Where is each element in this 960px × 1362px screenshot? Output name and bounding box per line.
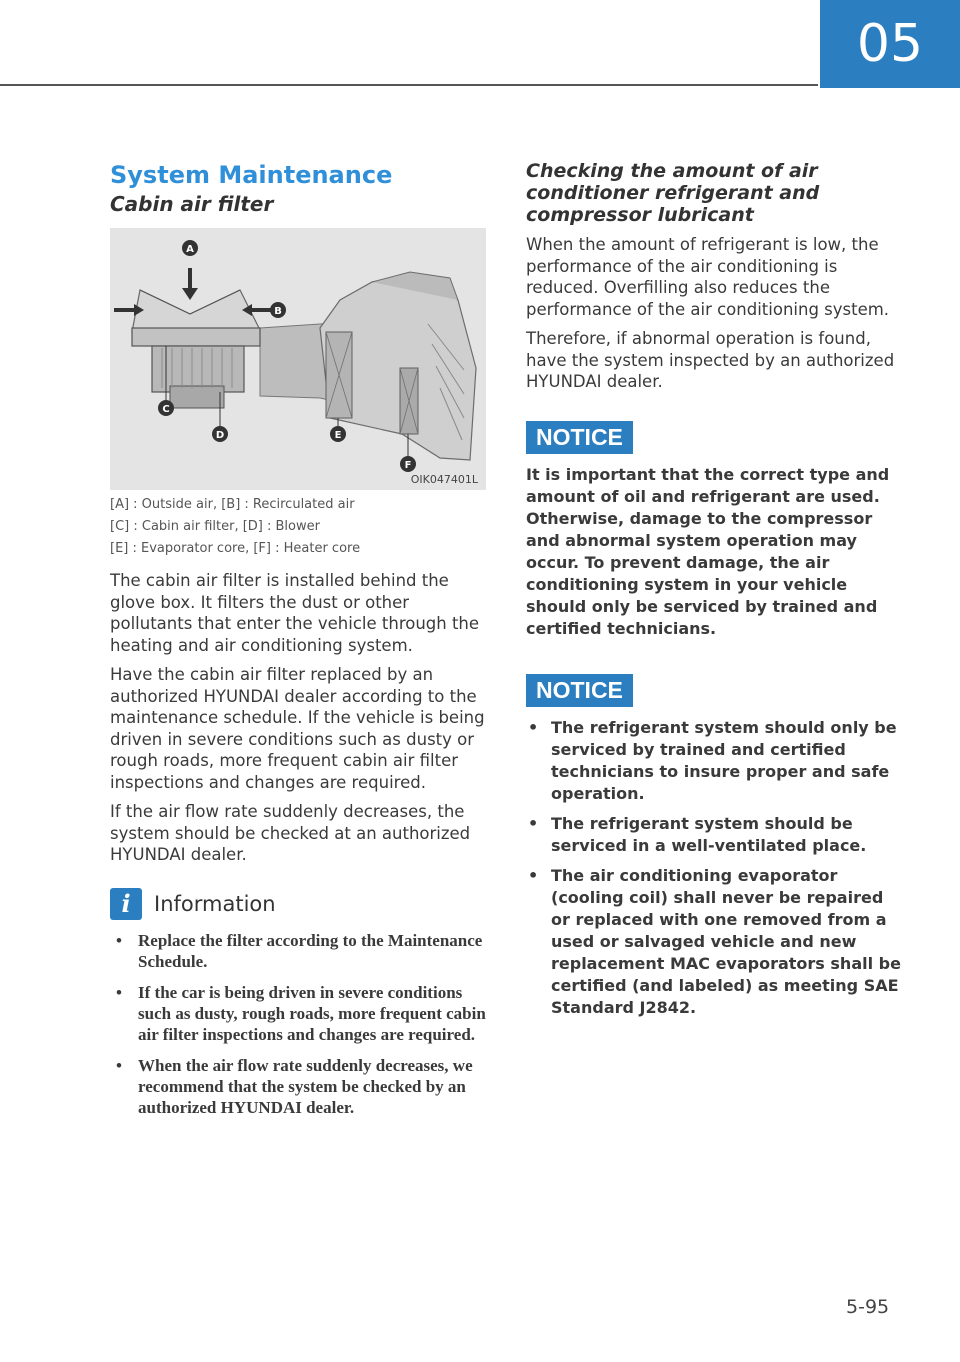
- section-title: System Maintenance: [110, 161, 393, 189]
- refrigerant-section-title: [526, 160, 904, 226]
- svg-text:E: E: [334, 430, 342, 441]
- information-item: • Replace the filter according to the Maintenance Schedule.: [110, 930, 488, 972]
- figure-caption: [110, 494, 488, 560]
- diagram-label-f: [400, 456, 416, 472]
- diagram-label-a: [182, 240, 198, 256]
- title-line: conditioner refrigerant and: [526, 182, 820, 204]
- information-list: [110, 930, 488, 1118]
- notice-item: • The refrigerant system should be serviced in a well-ventilated place.: [526, 813, 904, 857]
- caption-line: [E] : Evaporator core, [F] : Heater core: [110, 541, 361, 556]
- paragraph: If the air flow rate suddenly decreases, the system should be checked at an authorized HYUNDAI dealer.: [110, 802, 471, 864]
- right-body-text: [526, 234, 904, 393]
- diagram-label-c: [158, 400, 174, 416]
- svg-text:F: F: [404, 460, 412, 471]
- diagram-label-e: [330, 426, 346, 442]
- notice-item: • The refrigerant system should only be serviced by trained and certified technicians to insure proper and safe operation.: [526, 717, 904, 805]
- information-icon: i: [110, 888, 142, 920]
- right-column: [526, 160, 904, 1027]
- svg-text:C: C: [162, 404, 170, 415]
- information-header: [110, 888, 488, 920]
- notice-badge: NOTICE: [526, 674, 633, 707]
- svg-text:D: D: [215, 430, 225, 441]
- caption-line: [C] : Cabin air filter, [D] : Blower: [110, 519, 320, 534]
- svg-text:B: B: [274, 306, 282, 317]
- left-column: [110, 160, 488, 1128]
- title-line: Checking the amount of air: [526, 160, 818, 182]
- header-rule: [0, 84, 818, 86]
- caption-line: [A] : Outside air, [B] : Recirculated air: [110, 497, 355, 512]
- paragraph: Therefore, if abnormal operation is found, have the system inspected by an authorized HYUNDAI dealer.: [526, 329, 895, 391]
- diagram-label-b: [270, 302, 286, 318]
- title-line: compressor lubricant: [526, 204, 754, 226]
- subsection-title: Cabin air filter: [110, 192, 274, 216]
- notice-badge: NOTICE: [526, 421, 633, 454]
- information-item: • If the car is being driven in severe conditions such as dusty, rough roads, more frequent cabin air filter inspections and changes are required.: [110, 982, 488, 1045]
- hvac-diagram-figure: [110, 228, 486, 490]
- information-title: Information: [154, 891, 276, 916]
- page-number: 5-95: [846, 1296, 890, 1318]
- paragraph: Have the cabin air filter replaced by an authorized HYUNDAI dealer according to the maintenance schedule. If the vehicle is being driven in severe conditions such as dusty or rough roads, more frequent cabin air filter inspections and changes are required.: [110, 665, 485, 792]
- left-body-text: [110, 570, 488, 866]
- chapter-tab: 05: [820, 0, 960, 88]
- information-item: • When the air flow rate suddenly decreases, we recommend that the system be checked by an authorized HYUNDAI dealer.: [110, 1055, 488, 1118]
- notice-item: • The air conditioning evaporator (cooling coil) shall never be repaired or replaced with one removed from a used or salvaged vehicle and new replacement MAC evaporators shall be certified (and labeled) as meeting SAE Standard J2842.: [526, 865, 904, 1019]
- hvac-diagram-illustration: [110, 228, 486, 490]
- diagram-label-d: [212, 426, 228, 442]
- notice-text: It is important that the correct type and amount of oil and refrigerant are used. Otherwise, damage to the compressor and abnormal system operation may occur. To prevent damage, the air conditioning system in your vehicle should only be serviced by trained and certified technicians.: [526, 464, 890, 638]
- svg-text:A: A: [186, 244, 194, 255]
- notice-list: [526, 717, 904, 1019]
- figure-code: OIK047401L: [410, 473, 478, 486]
- paragraph: When the amount of refrigerant is low, the performance of the air conditioning is reduced. Overfilling also reduces the performance of the air conditioning system.: [526, 235, 890, 319]
- paragraph: The cabin air filter is installed behind the glove box. It filters the dust or other pollutants that enter the vehicle through the heating and air conditioning system.: [110, 571, 480, 655]
